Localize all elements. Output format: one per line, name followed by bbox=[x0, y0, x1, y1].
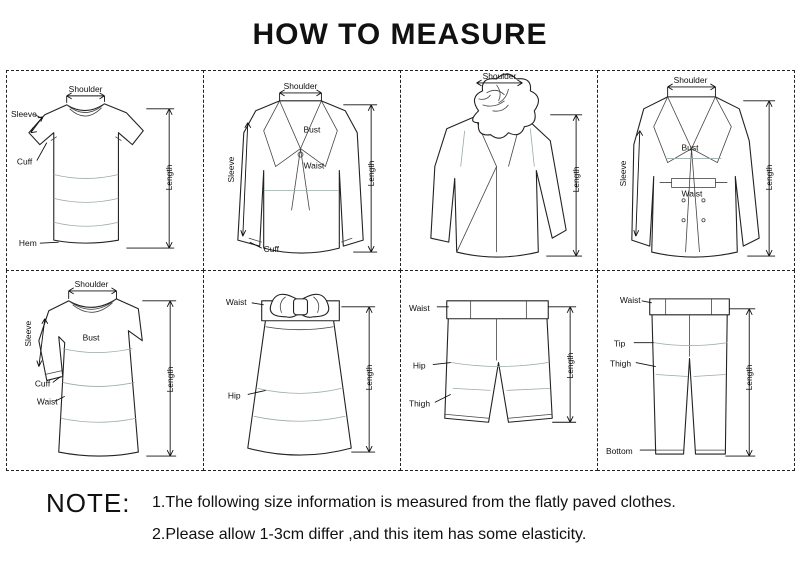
panel-pants bbox=[597, 270, 795, 471]
label-shoulder: Shoulder bbox=[482, 70, 516, 81]
label-cuff: Cuff bbox=[34, 377, 50, 388]
note-label: NOTE: bbox=[46, 488, 131, 518]
label-length: Length bbox=[164, 366, 175, 392]
label-sleeve: Sleeve bbox=[617, 160, 628, 186]
label-waist: Waist bbox=[619, 294, 641, 305]
label-sleeve: Sleeve bbox=[10, 108, 37, 119]
label-thigh: Thigh bbox=[609, 358, 631, 369]
label-bottom: Bottom bbox=[605, 445, 633, 456]
label-length: Length bbox=[743, 364, 754, 390]
label-waist: Waist bbox=[36, 395, 58, 406]
panel-shorts bbox=[400, 270, 598, 471]
measure-diagram-grid bbox=[6, 70, 794, 470]
label-hip: Hip bbox=[412, 360, 426, 371]
label-length: Length bbox=[163, 164, 174, 190]
panel-trench-coat bbox=[597, 70, 795, 271]
label-tip: Tip bbox=[613, 338, 625, 349]
label-hem: Hem bbox=[18, 237, 37, 248]
label-shoulder: Shoulder bbox=[68, 83, 102, 94]
label-bust: Bust bbox=[302, 124, 320, 135]
label-length: Length bbox=[363, 364, 374, 390]
label-cuff: Cuff bbox=[16, 156, 32, 167]
label-waist: Waist bbox=[408, 302, 430, 313]
label-hip: Hip bbox=[227, 389, 241, 400]
label-waist: Waist bbox=[225, 296, 247, 307]
label-length: Length bbox=[564, 352, 575, 378]
panel-fur-coat bbox=[400, 70, 598, 271]
label-sleeve: Sleeve bbox=[22, 320, 33, 347]
panel-blazer bbox=[203, 70, 401, 271]
panel-skirt bbox=[203, 270, 401, 471]
label-shoulder: Shoulder bbox=[673, 74, 707, 85]
label-sleeve: Sleeve bbox=[225, 156, 236, 182]
page-title: HOW TO MEASURE bbox=[252, 18, 548, 51]
label-bust: Bust bbox=[681, 142, 698, 153]
note-line-1: 1.The following size information is measured from the flatly paved clothes. bbox=[152, 494, 676, 511]
panel-tshirt bbox=[6, 70, 204, 271]
label-shoulder: Shoulder bbox=[74, 278, 108, 289]
label-thigh: Thigh bbox=[408, 397, 430, 408]
label-bust: Bust bbox=[82, 332, 100, 343]
panel-dress bbox=[6, 270, 204, 471]
label-shoulder: Shoulder bbox=[283, 80, 317, 91]
label-length: Length bbox=[365, 160, 376, 186]
label-waist: Waist bbox=[681, 187, 702, 198]
label-waist: Waist bbox=[302, 160, 324, 171]
label-length: Length bbox=[570, 166, 581, 192]
note-line-2: 2.Please allow 1-3cm differ ,and this item has some elasticity. bbox=[152, 526, 587, 543]
label-length: Length bbox=[763, 164, 774, 190]
label-cuff: Cuff bbox=[263, 243, 279, 254]
